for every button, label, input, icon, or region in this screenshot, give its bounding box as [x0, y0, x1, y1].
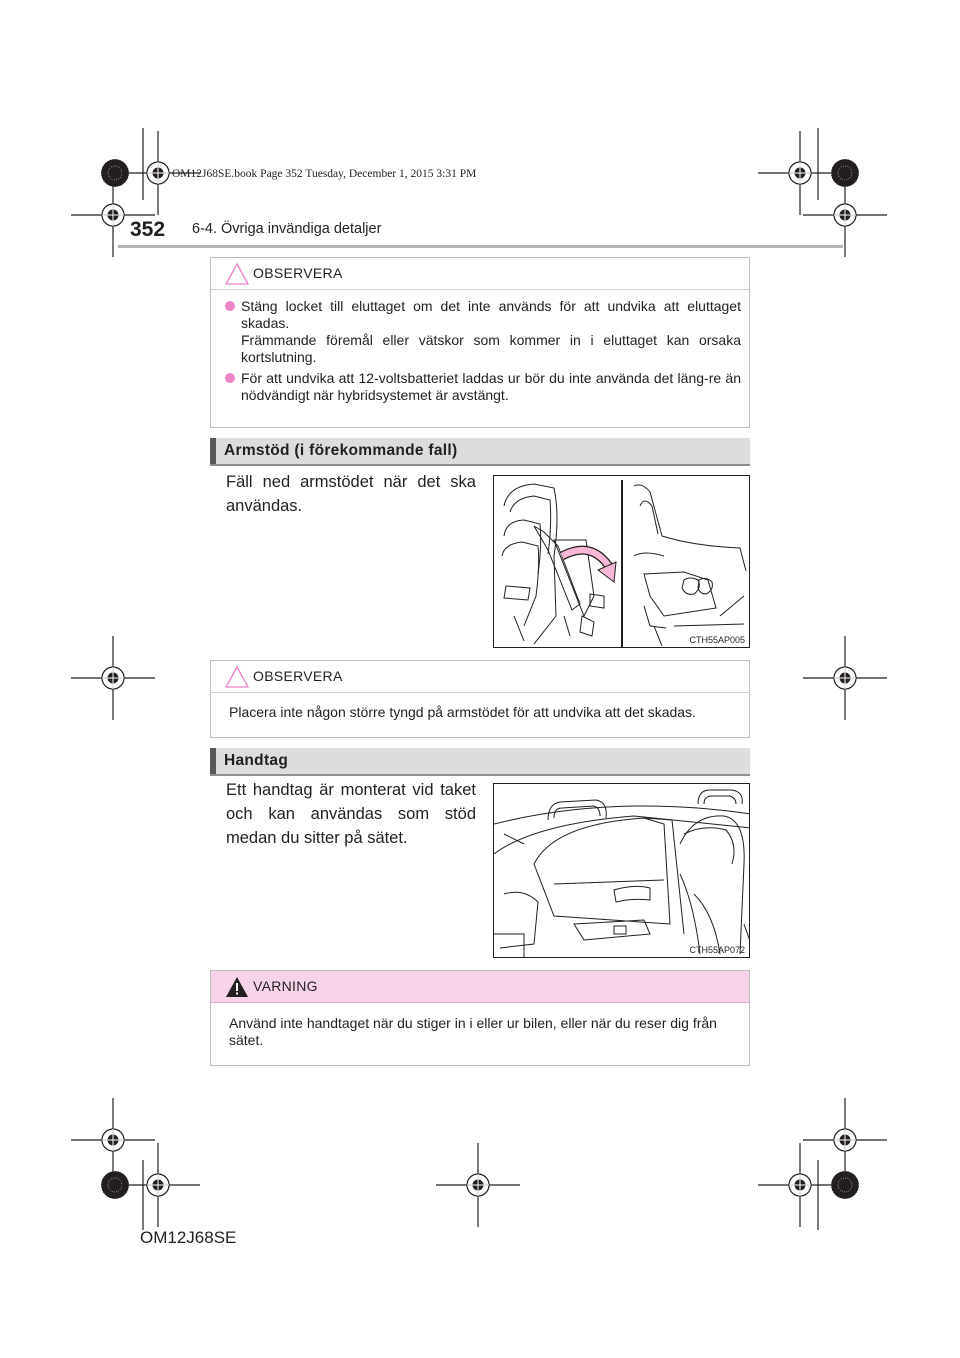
section-title: 6-4. Övriga invändiga detaljer: [192, 221, 382, 237]
section-heading-text: Armstöd (i förekommande fall): [224, 442, 458, 459]
list-item: [225, 370, 741, 404]
heading-accent: [210, 748, 216, 774]
bullet-icon: [225, 301, 235, 311]
bullet-icon: [225, 373, 235, 383]
notice-box-armrest: [210, 660, 750, 738]
armrest-text-line: Fäll ned armstödet när det ska: [226, 473, 476, 491]
handle-text-line: Ett handtag är monterat vid taket: [226, 781, 476, 799]
armrest-text-line: användas.: [226, 497, 303, 515]
handle-drawing: [494, 784, 750, 958]
armrest-illustration: [493, 475, 750, 648]
notice-bullet-text: Främmande föremål eller vätskor som kommer in i eluttaget kan orsaka kortslutning.: [241, 332, 741, 365]
notice-bullets: [225, 298, 741, 408]
caution-triangle-icon: [224, 262, 250, 286]
page-number: 352: [130, 218, 166, 241]
notice-header: [211, 661, 749, 693]
notice-title: OBSERVERA: [253, 265, 343, 281]
notice-header: [211, 258, 749, 290]
handle-illustration: [493, 783, 750, 958]
print-info: OM12J68SE.book Page 352 Tuesday, December 1, 2015 3:31 PM: [172, 168, 477, 180]
warning-text: Använd inte handtaget när du stiger in i eller ur bilen, eller när du reser dig från sätet.: [229, 1015, 717, 1048]
armrest-description: [226, 470, 476, 518]
handle-text-line: medan du sitter på sätet.: [226, 829, 408, 847]
notice-title: OBSERVERA: [253, 668, 343, 684]
notice-text: Placera inte någon större tyngd på armstödet för att undvika att det skadas.: [229, 704, 696, 720]
illustration-code: CTH55AP005: [689, 635, 745, 645]
section-heading-handle: [210, 748, 750, 776]
list-item: [225, 298, 741, 366]
notice-bullet-text: För att undvika att 12-voltsbatteriet laddas ur bör du inte använda det läng-re än nödvändigt när hybridsystemet är avstängt.: [241, 370, 741, 403]
header-rule: [118, 245, 843, 248]
armrest-drawing: [494, 476, 750, 648]
section-heading-armrest: [210, 438, 750, 466]
handle-text-line: och kan användas som stöd: [226, 805, 476, 823]
handle-description: [226, 778, 476, 850]
notice-bullet-text: Stäng locket till eluttaget om det inte används för att undvika att eluttaget skadas.: [241, 298, 741, 331]
notice-box-electrical-outlet: [210, 257, 750, 428]
warning-triangle-icon: [224, 975, 250, 999]
section-heading-text: Handtag: [224, 752, 289, 769]
caution-triangle-icon: [224, 665, 250, 689]
warning-header: [211, 971, 749, 1003]
heading-accent: [210, 438, 216, 464]
warning-box-handle: [210, 970, 750, 1066]
document-code: OM12J68SE: [140, 1228, 237, 1247]
illustration-code: CTH55AP072: [689, 945, 745, 955]
warning-title: VARNING: [253, 978, 318, 994]
